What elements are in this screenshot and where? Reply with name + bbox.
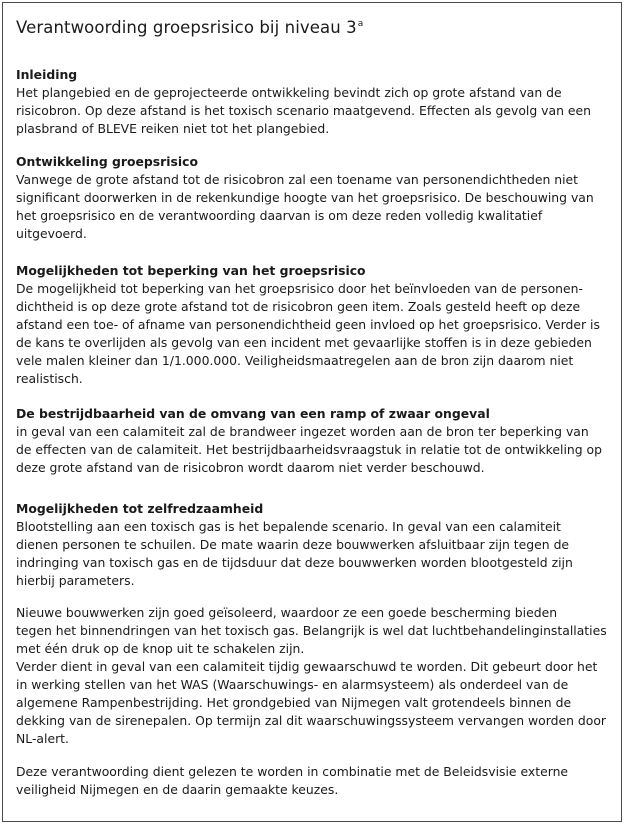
paragraph-line: hierbij parameters. — [16, 573, 135, 588]
section-ontwikkeling — [16, 153, 612, 243]
paragraph-line: het groepsrisico en de verantwoording daarvan is om deze reden volledig kwalitatief — [16, 208, 543, 223]
paragraph-line: Vanwege de grote afstand tot de risicobron zal een toename van personendichtheden niet — [16, 172, 579, 187]
paragraph-line: de kans te overlijden als gevolg van een incident met gevaarlijke stoffen is in deze gebieden — [16, 335, 592, 350]
paragraph-line: dienen personen te schuilen. De mate waarin deze bouwwerken afsluitbaar zijn tegen de — [16, 537, 570, 552]
paragraph-line: risicobron. Op deze afstand is het toxisch scenario maatgevend. Effecten als gevolg van een — [16, 103, 591, 118]
section-beperking — [16, 262, 612, 388]
paragraph-line: in geval van een calamiteit zal de brandweer ingezet worden aan de bron ter beperking van — [16, 424, 589, 439]
paragraph-line: indringing van toxisch gas en de tijdsduur dat deze bouwwerken worden blootgesteld zijn — [16, 555, 573, 570]
section-heading: Mogelijkheden tot beperking van het groepsrisico — [16, 263, 366, 278]
paragraph-line: dekking van de sirenepalen. Op termijn zal dit waarschuwingssysteem vervangen worden door — [16, 713, 606, 728]
paragraph-line: deze grote afstand van de risicobron wordt daarom niet verder beschouwd. — [16, 460, 485, 475]
section-zelfredzaamheid — [16, 500, 612, 590]
title-superscript: a — [357, 19, 364, 29]
paragraph-line: Blootstelling aan een toxisch gas is het bepalende scenario. In geval van een calamiteit — [16, 519, 561, 534]
paragraph-line: de effecten van de calamiteit. Het bestrijdbaarheidsvraagstuk in relatie tot de ontwikkeling op — [16, 442, 602, 457]
page-title — [16, 18, 363, 37]
paragraph-line: uitgevoerd. — [16, 226, 87, 241]
section-heading: Inleiding — [16, 67, 78, 82]
paragraph-line: afstand een toe- of afname van personendichtheid geen invloed op het groepsrisico. Verder is — [16, 317, 600, 332]
paragraph-line: tegen het binnendringen van het toxisch gas. Belangrijk is wel dat luchtbehandelinginstallaties — [16, 623, 607, 638]
paragraph-line: veiligheid Nijmegen en de daarin gemaakte keuzes. — [16, 782, 339, 797]
paragraph-line: vele malen kleiner dan 1/1.000.000. Veiligheidsmaatregelen aan de bron zijn daarom niet — [16, 353, 574, 368]
paragraph-line: Het plangebied en de geprojecteerde ontwikkeling bevindt zich op grote afstand van de — [16, 85, 562, 100]
paragraph-line: in werking stellen van het WAS (Waarschuwings- en alarmsysteem) als onderdeel van de — [16, 677, 569, 692]
paragraph-line: significant doorwerken in de rekenkundige hoogte van het groepsrisico. De beschouwing van — [16, 190, 594, 205]
paragraph-line: realistisch. — [16, 371, 83, 386]
title-text: Verantwoording groepsrisico bij niveau 3 — [16, 18, 357, 37]
paragraph-line: met één druk op de knop uit te schakelen zijn. — [16, 641, 305, 656]
section-bouwwerken-paragraph — [16, 604, 612, 748]
section-heading: Mogelijkheden tot zelfredzaamheid — [16, 501, 264, 516]
paragraph-line: Verder dient in geval van een calamiteit tijdig gewaarschuwd te worden. Dit gebeurt door het — [16, 659, 598, 674]
paragraph-line: NL-alert. — [16, 731, 69, 746]
paragraph-line: Nieuwe bouwwerken zijn goed geïsoleerd, waardoor ze een goede bescherming bieden — [16, 605, 558, 620]
paragraph-line: plasbrand of BLEVE reiken niet tot het plangebied. — [16, 121, 330, 136]
section-heading: De bestrijdbaarheid van de omvang van een ramp of zwaar ongeval — [16, 406, 490, 421]
section-closing-paragraph — [16, 763, 612, 799]
section-bestrijdbaarheid — [16, 405, 612, 477]
section-heading: Ontwikkeling groepsrisico — [16, 154, 198, 169]
section-inleiding — [16, 66, 612, 138]
paragraph-line: dichtheid is op deze grote afstand tot de risicobron geen item. Zoals gesteld heeft op deze — [16, 299, 581, 314]
paragraph-line: Deze verantwoording dient gelezen te worden in combinatie met de Beleidsvisie externe — [16, 764, 569, 779]
paragraph-line: De mogelijkheid tot beperking van het groepsrisico door het beïnvloeden van de personen- — [16, 281, 583, 296]
paragraph-line: algemene Rampenbestrijding. Het grondgebied van Nijmegen valt grotendeels binnen de — [16, 695, 572, 710]
